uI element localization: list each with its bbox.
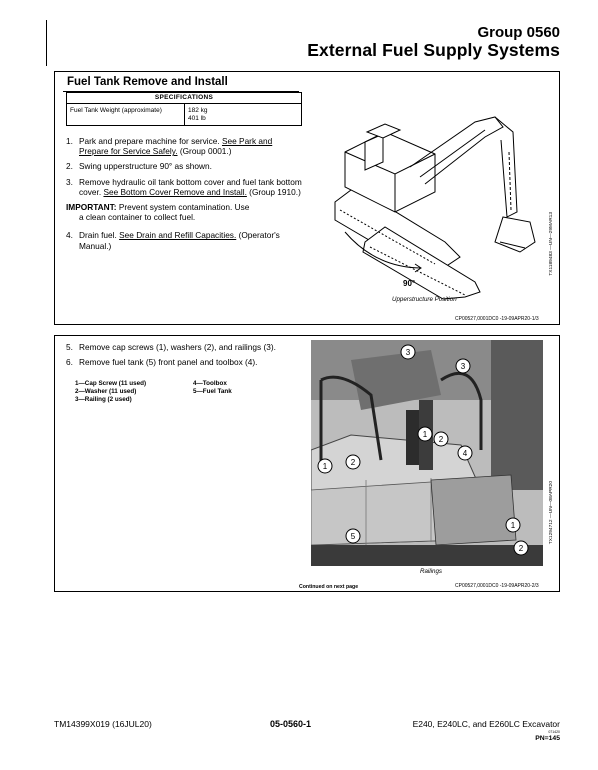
manual-id: TM14399X019 (16JUL20) bbox=[54, 719, 152, 729]
spec-header: SPECIFICATIONS bbox=[67, 93, 302, 104]
svg-text:4: 4 bbox=[462, 449, 468, 458]
step-item: 6. Remove fuel tank (5) front panel and toolbox (4). bbox=[66, 357, 258, 368]
figure-id: TX1189483 —UN—29MAR13 bbox=[549, 212, 554, 276]
svg-text:1: 1 bbox=[422, 430, 428, 439]
spec-value bbox=[185, 104, 302, 126]
print-date: 071420 bbox=[548, 730, 560, 734]
spec-value-kg: 182 kg bbox=[188, 107, 208, 114]
page-number: 05-0560-1 bbox=[270, 719, 312, 729]
procedure-steps bbox=[66, 136, 302, 256]
svg-text:3: 3 bbox=[405, 348, 411, 357]
step-item: 5. Remove cap screws (1), washers (2), and railings (3). bbox=[66, 342, 276, 352]
svg-text:2: 2 bbox=[518, 544, 524, 553]
page-pn: PN=145 bbox=[535, 735, 560, 742]
figure-caption: Railings bbox=[420, 568, 443, 575]
group-number: Group 0560 bbox=[477, 24, 560, 41]
step-item: 2. Swing upperstructure 90° as shown. bbox=[66, 161, 212, 172]
svg-text:5: 5 bbox=[350, 532, 356, 541]
swing-angle-label: 90° bbox=[403, 279, 416, 288]
svg-text:1: 1 bbox=[510, 521, 516, 530]
procedure-steps bbox=[66, 342, 316, 372]
bottom-cover-link[interactable]: See Bottom Cover Remove and Install. bbox=[103, 186, 247, 197]
continued-note: Continued on next page bbox=[299, 584, 359, 590]
park-prepare-link[interactable]: See Park and Prepare for Service Safely. bbox=[79, 136, 273, 157]
parts-legend: 1—Cap Screw (11 used) 4—Toolbox 2—Washer (11 used) 5—Fuel Tank 3—Railing (2 used) bbox=[75, 380, 232, 403]
reference-code: CP00527,0001DC0 -19-09APR20-1/3 bbox=[455, 316, 539, 322]
important-note: IMPORTANT: Prevent system contamination. Use a clean container to collect fuel. bbox=[66, 202, 250, 223]
excavator-drawing bbox=[325, 92, 545, 304]
svg-text:2: 2 bbox=[438, 435, 444, 444]
figure-caption: Upperstructure Position bbox=[392, 296, 457, 303]
step-item: 3. Remove hydraulic oil tank bottom cover and fuel tank bottom cover. See Bottom Cover Remove and Install. (Group 1910.) bbox=[66, 176, 302, 197]
header-rule bbox=[46, 20, 47, 66]
fuel-tank-section bbox=[54, 71, 560, 325]
reference-code: CP00527,0001DC0 -19-09APR20-2/3 bbox=[455, 583, 539, 589]
step-item: 4. Drain fuel. See Drain and Refill Capacities. (Operator's Manual.) bbox=[66, 230, 280, 251]
fuel-tank-photo bbox=[311, 340, 543, 566]
machine-models: E240, E240LC, and E260LC Excavator bbox=[412, 719, 560, 729]
svg-text:1: 1 bbox=[322, 462, 328, 471]
step-item: 1. Park and prepare machine for service. See Park and Prepare for Service Safely. (Group 0001.) bbox=[66, 136, 273, 157]
spec-value-lb: 401 lb bbox=[188, 115, 206, 122]
section-title: Fuel Tank Remove and Install bbox=[67, 76, 228, 88]
page-title: External Fuel Supply Systems bbox=[307, 40, 560, 60]
railings-section bbox=[54, 335, 560, 592]
svg-text:3: 3 bbox=[460, 362, 466, 371]
figure-id: TX1294712 —UN—08APR20 bbox=[549, 481, 554, 545]
specifications-table bbox=[66, 92, 302, 126]
svg-text:2: 2 bbox=[350, 458, 356, 467]
drain-refill-link[interactable]: See Drain and Refill Capacities. bbox=[119, 230, 237, 241]
spec-label: Fuel Tank Weight (approximate) bbox=[67, 104, 185, 126]
